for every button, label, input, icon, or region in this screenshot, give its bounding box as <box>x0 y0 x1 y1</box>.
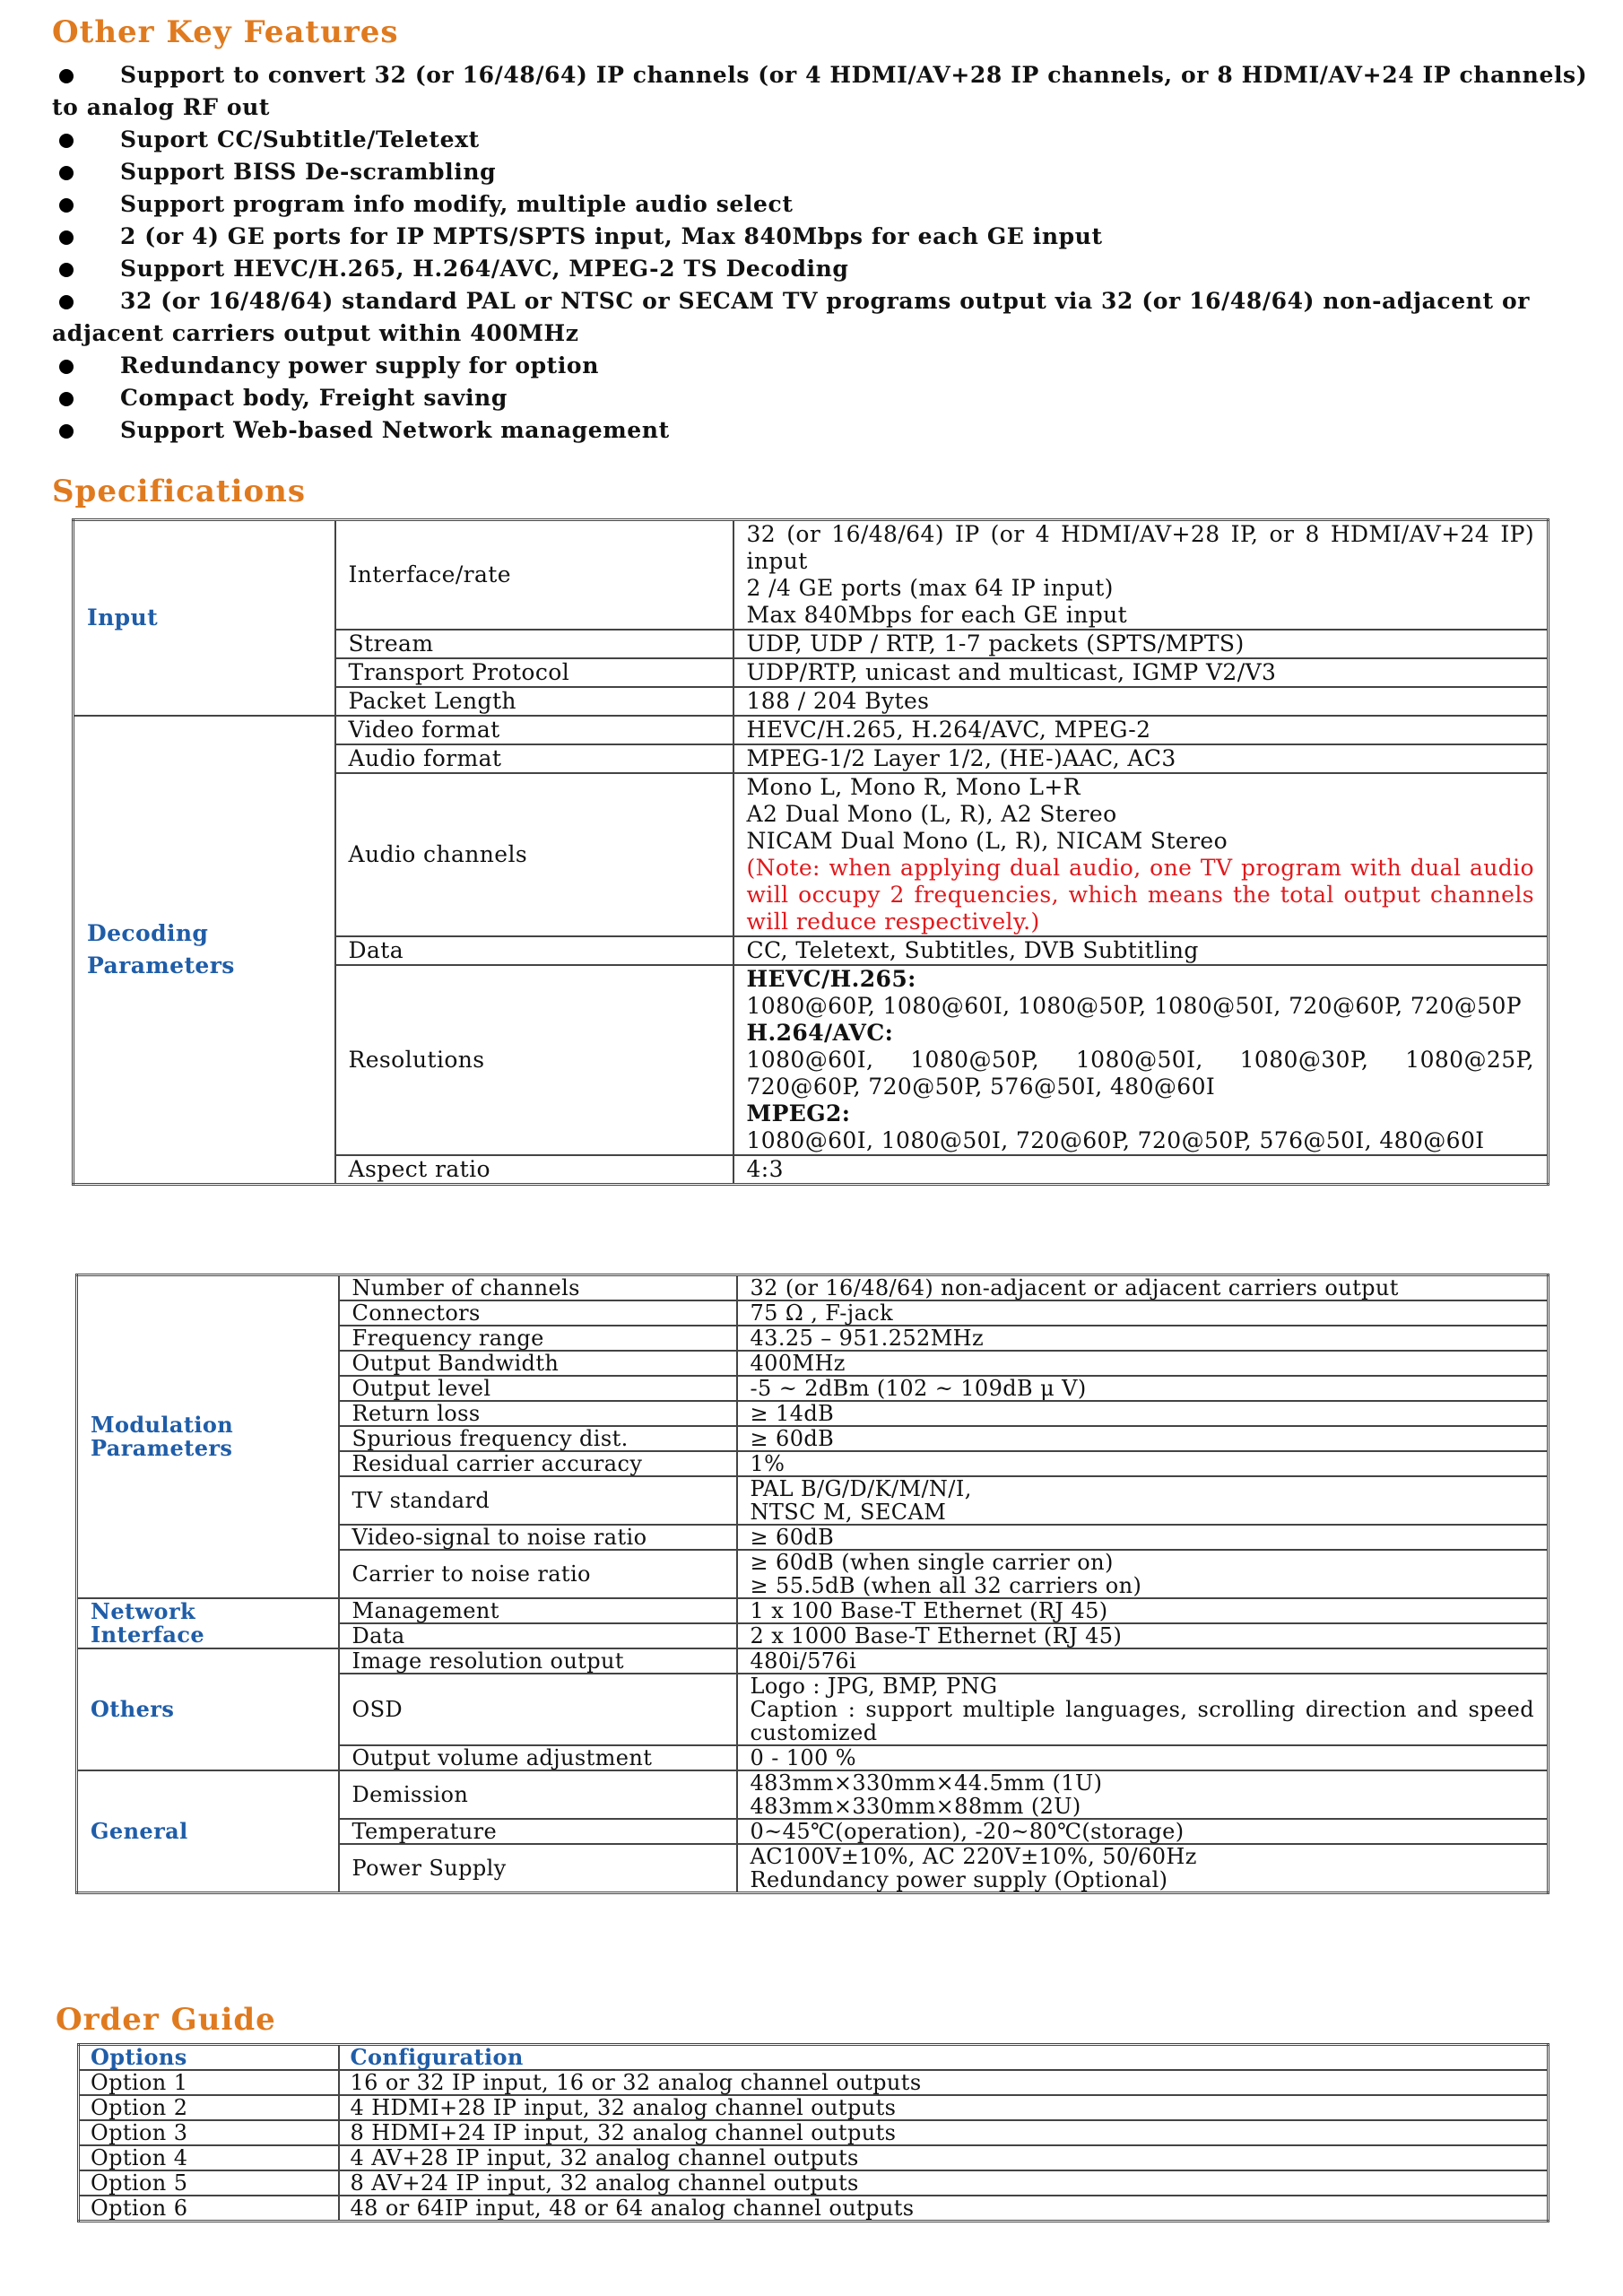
spec-value: 1 x 100 Base-T Ethernet (RJ 45) <box>737 1598 1549 1623</box>
spec-value: 32 (or 16/48/64) non-adjacent or adjacent carriers output <box>737 1275 1549 1301</box>
spec-label: Transport Protocol <box>335 658 733 687</box>
spec-label: Residual carrier accuracy <box>339 1451 737 1476</box>
bullet-icon <box>59 69 74 83</box>
spec-label: Video-signal to noise ratio <box>339 1525 737 1550</box>
category-input: Input <box>74 520 335 717</box>
category-general: General <box>77 1770 339 1893</box>
config-cell: 48 or 64IP input, 48 or 64 analog channel outputs <box>339 2196 1549 2222</box>
bullet-icon <box>59 424 74 439</box>
category-modulation: Modulation Parameters <box>77 1275 339 1599</box>
category-network: Network Interface <box>77 1598 339 1648</box>
feature-item: 2 (or 4) GE ports for IP MPTS/SPTS input, Max 840Mbps for each GE input <box>52 221 1594 253</box>
spec-label: Connectors <box>339 1300 737 1326</box>
spec-value: Mono L, Mono R, Mono L+R A2 Dual Mono (L, R), A2 Stereo NICAM Dual Mono (L, R), NICAM Stereo (Note: when applying dual audio, one TV program with dual audio will occupy 2 frequencies, which means the total output channels will reduce respectively.) <box>733 773 1549 936</box>
spec-label: Video format <box>335 716 733 744</box>
feature-item: Support to convert 32 (or 16/48/64) IP channels (or 4 HDMI/AV+28 IP channels, or 8 HDMI/AV+24 IP channels) to analog RF out <box>52 62 1588 120</box>
option-cell: Option 5 <box>79 2170 339 2196</box>
spec-value: PAL B/G/D/K/M/N/I, NTSC M, SECAM <box>737 1476 1549 1525</box>
option-cell: Option 6 <box>79 2196 339 2222</box>
feature-item: Suport CC/Subtitle/Teletext <box>52 124 1594 156</box>
spec-label: Audio channels <box>335 773 733 936</box>
spec-value: ≥ 14dB <box>737 1401 1549 1426</box>
spec-value: 43.25 – 951.252MHz <box>737 1326 1549 1351</box>
spec-label: Demission <box>339 1770 737 1819</box>
spec-label: Data <box>339 1623 737 1648</box>
feature-item: 32 (or 16/48/64) standard PAL or NTSC or SECAM TV programs output via 32 (or 16/48/64) non-adjacent or adjacent carriers output within 400MHz <box>52 288 1531 346</box>
spec-value: Logo : JPG, BMP, PNG Caption : support multiple languages, scrolling direction and speed customized <box>737 1674 1549 1745</box>
bullet-icon <box>59 295 74 309</box>
table-row <box>79 2170 1549 2196</box>
spec-label: Return loss <box>339 1401 737 1426</box>
spec-table-modulation <box>75 1274 1549 1894</box>
spec-label: TV standard <box>339 1476 737 1525</box>
spec-label: Number of channels <box>339 1275 737 1301</box>
feature-item: Support Web-based Network management <box>52 414 1594 447</box>
category-others: Others <box>77 1648 339 1770</box>
table-row <box>79 2120 1549 2145</box>
spec-label: Data <box>335 936 733 965</box>
spec-value: UDP, UDP / RTP, 1-7 packets (SPTS/MPTS) <box>733 630 1549 658</box>
spec-label: Output volume adjustment <box>339 1745 737 1770</box>
bullet-icon <box>59 263 74 277</box>
table-row <box>77 1598 1549 1623</box>
category-decoding: Decoding Parameters <box>74 716 335 1185</box>
spec-value: -5 ~ 2dBm (102 ~ 109dB μ V) <box>737 1376 1549 1401</box>
spec-label: Audio format <box>335 744 733 773</box>
features-list <box>52 59 1594 447</box>
bullet-icon <box>59 230 74 245</box>
order-guide-table <box>77 2043 1549 2222</box>
option-cell: Option 1 <box>79 2070 339 2095</box>
spec-value: ≥ 60dB <box>737 1426 1549 1451</box>
spec-value: 4:3 <box>733 1155 1549 1185</box>
column-header-options: Options <box>79 2045 339 2071</box>
spec-label: Frequency range <box>339 1326 737 1351</box>
spec-value: HEVC/H.265: 1080@60P, 1080@60I, 1080@50P, 1080@50I, 720@60P, 720@50P H.264/AVC: 1080@60I, 1080@50P, 1080@50I, 1080@30P, 1080@25P, 720@60P, 720@50P, 576@50I, 480@60I MPEG2: 1080@60I, 1080@50I, 720@60P, 720@50P, 576@50I, 480@60I <box>733 965 1549 1155</box>
bullet-icon <box>59 198 74 213</box>
option-cell: Option 4 <box>79 2145 339 2170</box>
spec-value: CC, Teletext, Subtitles, DVB Subtitling <box>733 936 1549 965</box>
spec-label: Packet Length <box>335 687 733 716</box>
table-row <box>77 1275 1549 1301</box>
specifications-title: Specifications <box>52 474 307 509</box>
table-row <box>74 716 1549 744</box>
spec-value: 400MHz <box>737 1351 1549 1376</box>
table-row <box>79 2196 1549 2222</box>
table-row <box>79 2095 1549 2120</box>
spec-label: Spurious frequency dist. <box>339 1426 737 1451</box>
spec-label: Temperature <box>339 1819 737 1844</box>
table-row <box>74 520 1549 631</box>
spec-value: MPEG-1/2 Layer 1/2, (HE-)AAC, AC3 <box>733 744 1549 773</box>
bullet-icon <box>59 360 74 374</box>
feature-item: Support BISS De-scrambling <box>52 156 1594 188</box>
spec-table-input-decoding <box>72 518 1549 1186</box>
table-row <box>77 1770 1549 1819</box>
spec-label: OSD <box>339 1674 737 1745</box>
spec-value: 1% <box>737 1451 1549 1476</box>
table-row <box>79 2145 1549 2170</box>
config-cell: 8 AV+24 IP input, 32 analog channel outputs <box>339 2170 1549 2196</box>
spec-value: 32 (or 16/48/64) IP (or 4 HDMI/AV+28 IP, or 8 HDMI/AV+24 IP) input 2 /4 GE ports (max 64 IP input) Max 840Mbps for each GE input <box>733 520 1549 631</box>
table-row <box>79 2070 1549 2095</box>
spec-label: Image resolution output <box>339 1648 737 1674</box>
spec-value: ≥ 60dB (when single carrier on) ≥ 55.5dB (when all 32 carriers on) <box>737 1550 1549 1598</box>
spec-value: 75 Ω , F-jack <box>737 1300 1549 1326</box>
bullet-icon <box>59 134 74 148</box>
table-header-row <box>79 2045 1549 2071</box>
spec-value: 2 x 1000 Base-T Ethernet (RJ 45) <box>737 1623 1549 1648</box>
spec-value: ≥ 60dB <box>737 1525 1549 1550</box>
spec-label: Resolutions <box>335 965 733 1155</box>
spec-label: Stream <box>335 630 733 658</box>
spec-value: 188 / 204 Bytes <box>733 687 1549 716</box>
features-title: Other Key Features <box>52 14 399 50</box>
spec-label: Power Supply <box>339 1844 737 1893</box>
config-cell: 16 or 32 IP input, 16 or 32 analog channel outputs <box>339 2070 1549 2095</box>
feature-item: Redundancy power supply for option <box>52 350 1594 382</box>
order-guide-title: Order Guide <box>56 2002 276 2038</box>
bullet-icon <box>59 166 74 180</box>
spec-label: Interface/rate <box>335 520 733 631</box>
config-cell: 4 HDMI+28 IP input, 32 analog channel outputs <box>339 2095 1549 2120</box>
config-cell: 8 HDMI+24 IP input, 32 analog channel outputs <box>339 2120 1549 2145</box>
column-header-config: Configuration <box>339 2045 1549 2071</box>
option-cell: Option 3 <box>79 2120 339 2145</box>
spec-value: HEVC/H.265, H.264/AVC, MPEG-2 <box>733 716 1549 744</box>
spec-value: AC100V±10%, AC 220V±10%, 50/60Hz Redundancy power supply (Optional) <box>737 1844 1549 1893</box>
spec-label: Aspect ratio <box>335 1155 733 1185</box>
option-cell: Option 2 <box>79 2095 339 2120</box>
feature-item: Support HEVC/H.265, H.264/AVC, MPEG-2 TS Decoding <box>52 253 1594 285</box>
spec-value: 480i/576i <box>737 1648 1549 1674</box>
feature-item: Support program info modify, multiple audio select <box>52 188 1594 221</box>
table-row <box>77 1648 1549 1674</box>
bullet-icon <box>59 392 74 406</box>
spec-value: UDP/RTP, unicast and multicast, IGMP V2/V3 <box>733 658 1549 687</box>
audio-note: (Note: when applying dual audio, one TV program with dual audio will occupy 2 frequencies, which means the total output channels will reduce respectively.) <box>746 855 1534 935</box>
spec-label: Management <box>339 1598 737 1623</box>
config-cell: 4 AV+28 IP input, 32 analog channel outputs <box>339 2145 1549 2170</box>
spec-value: 0~45℃(operation), -20~80℃(storage) <box>737 1819 1549 1844</box>
feature-item: Compact body, Freight saving <box>52 382 1594 414</box>
spec-value: 483mm×330mm×44.5mm (1U) 483mm×330mm×88mm (2U) <box>737 1770 1549 1819</box>
spec-value: 0 - 100 % <box>737 1745 1549 1770</box>
spec-label: Output Bandwidth <box>339 1351 737 1376</box>
spec-label: Carrier to noise ratio <box>339 1550 737 1598</box>
spec-label: Output level <box>339 1376 737 1401</box>
